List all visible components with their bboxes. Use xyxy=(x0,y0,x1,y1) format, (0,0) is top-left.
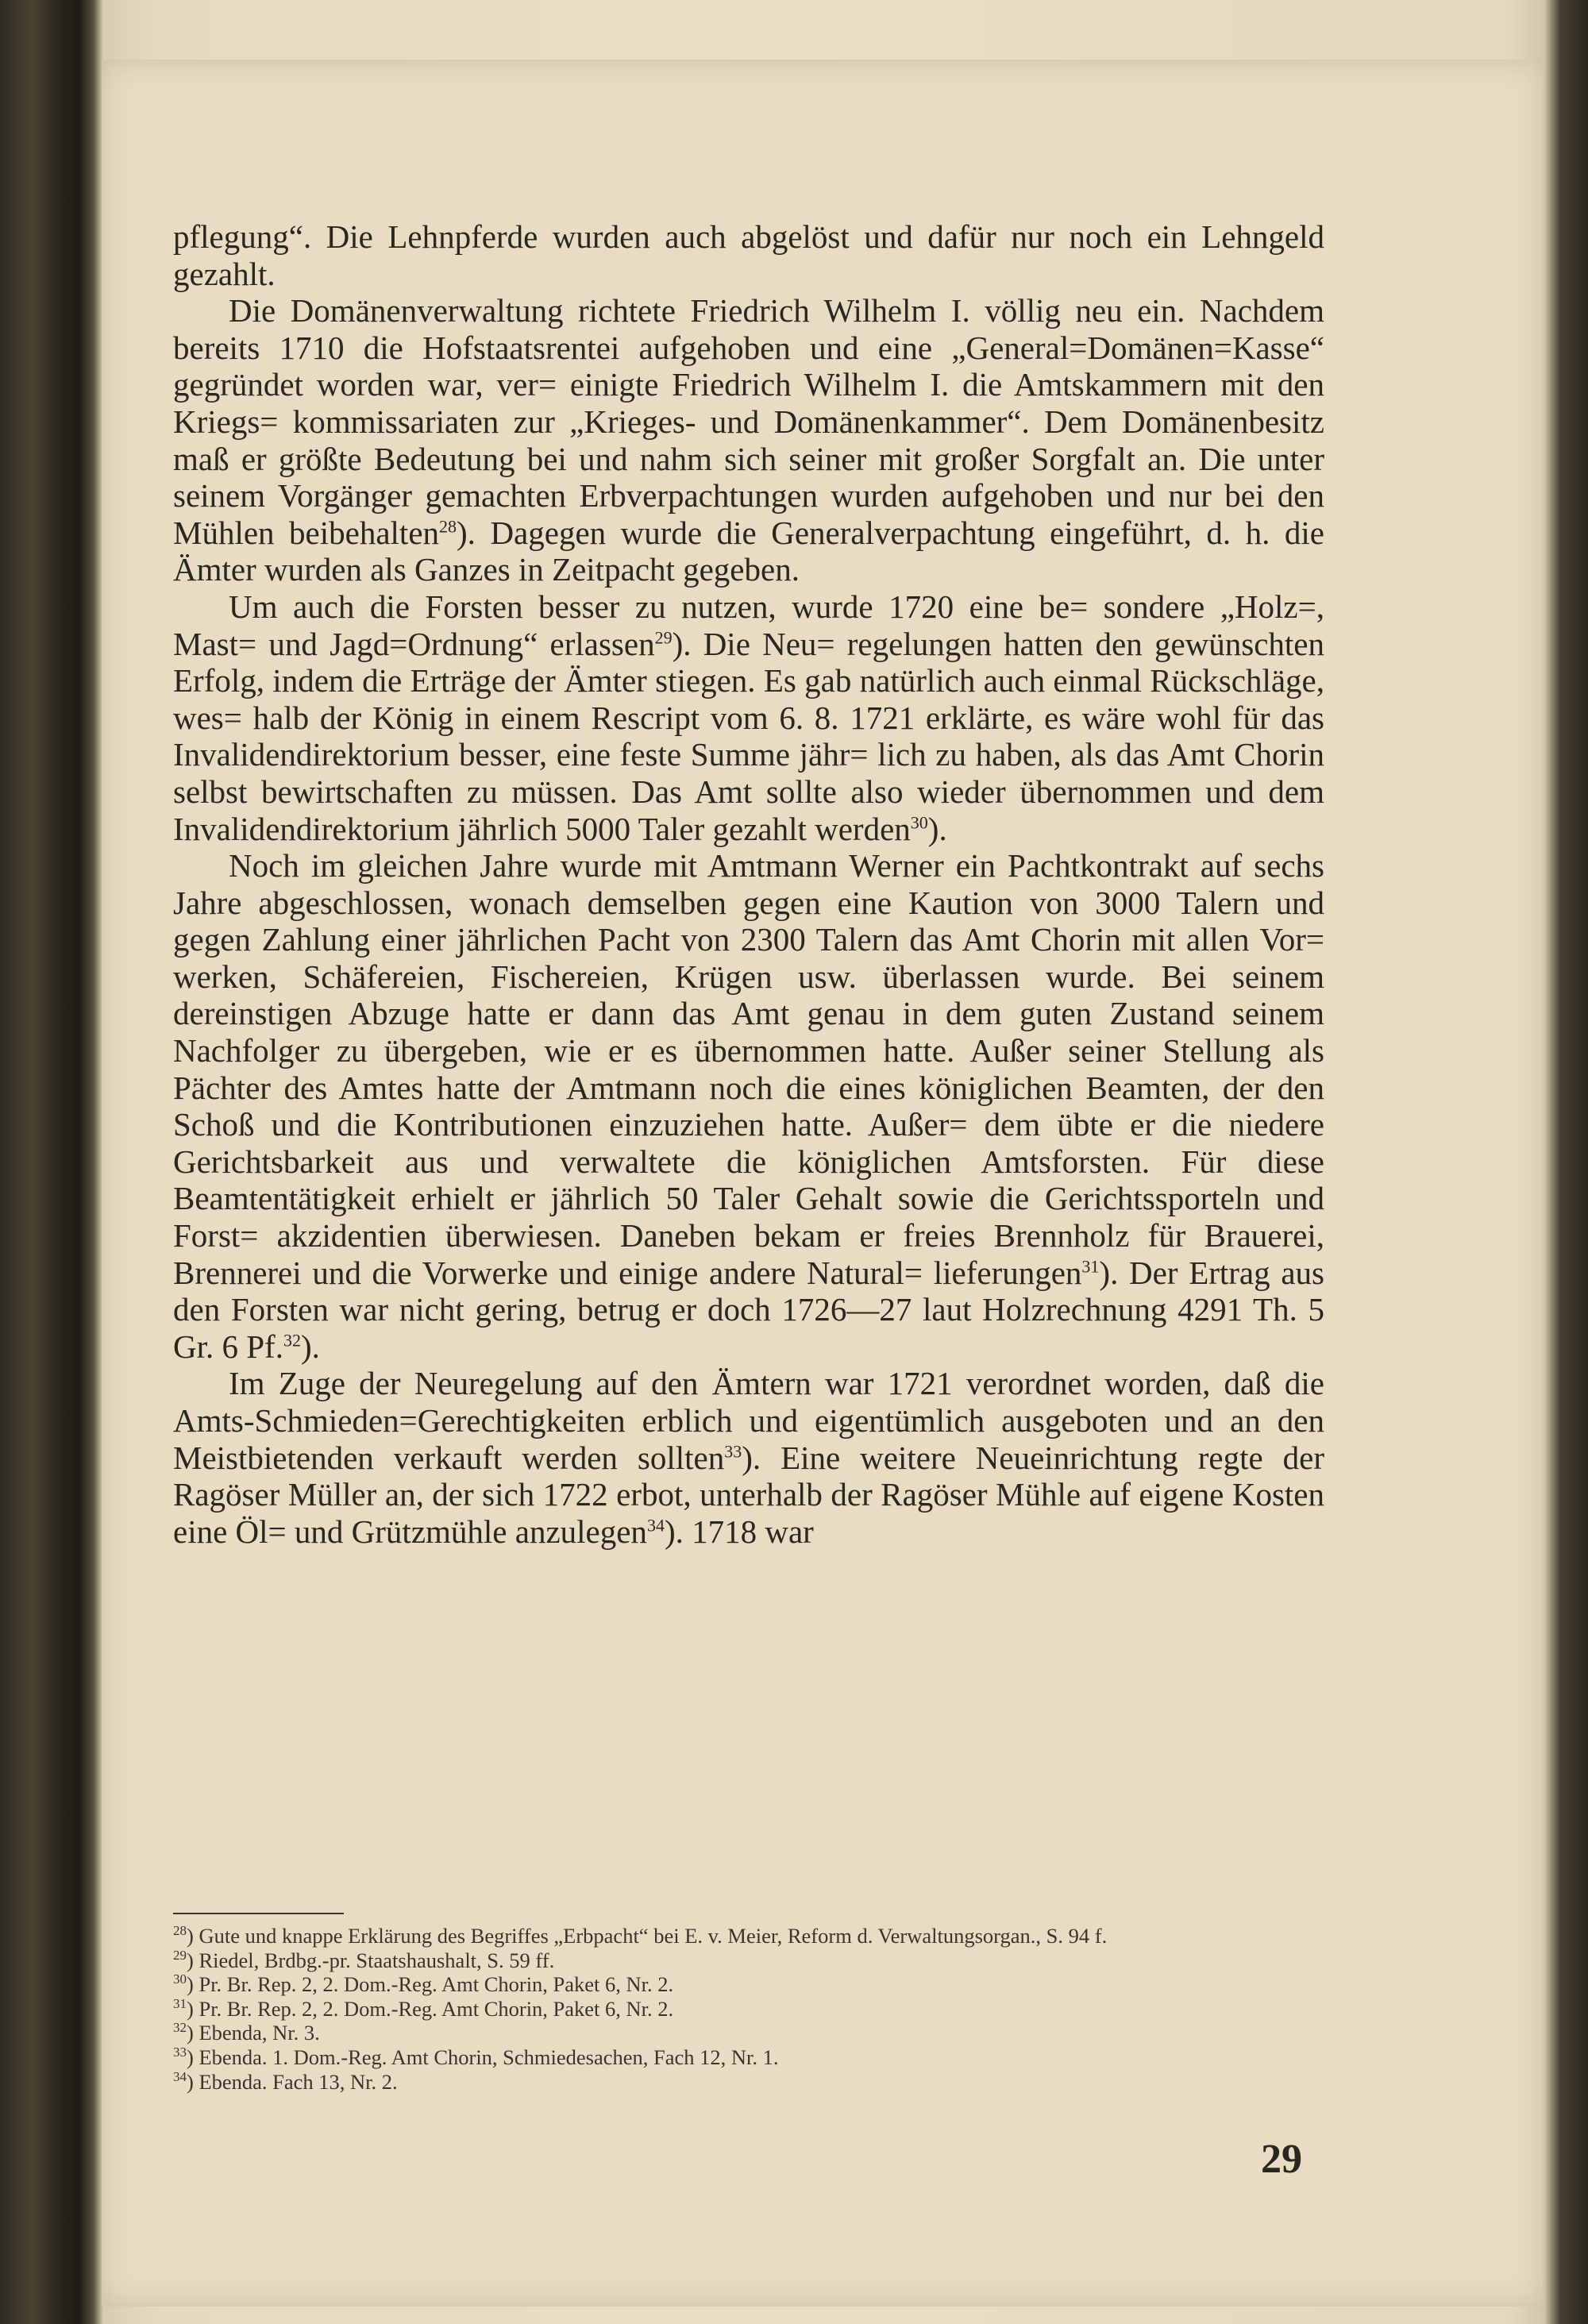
footnote-number: 31 xyxy=(173,1995,187,2011)
footnote xyxy=(173,1948,1332,1973)
paragraph-text: ). Dagegen wurde die Generalverpachtung eingeführt, d. h. die Ämter wurden als Ganzes in Zeitpacht gegeben. xyxy=(173,514,1324,588)
footnote-ref: 34 xyxy=(646,1515,665,1536)
footnote-divider xyxy=(173,1913,344,1914)
footnote xyxy=(173,2045,1332,2070)
paragraph-text: ). Die Neu= regelungen hatten den gewünschten Erfolg, indem die Erträge der Ämter stiegen. Es gab natürlich auch einmal Rückschläge, wes= halb der König in einem Rescript vom 6. 8. 1721 erklärte, es wäre wohl für das Invalidendirektorium besser, eine feste Summe jähr= lich zu haben, als das Amt Chorin selbst bewirtschaften zu müssen. Das Amt sollte also wieder übernommen und dem Invalidendirektorium jährlich 5000 Taler gezahlt werden xyxy=(173,625,1324,847)
footnote-number: 30 xyxy=(173,1971,187,1987)
footnote-ref: 33 xyxy=(724,1440,742,1461)
footnote-text: ) Ebenda. 1. Dom.-Reg. Amt Chorin, Schmiedesachen, Fach 12, Nr. 1. xyxy=(187,2045,779,2069)
footnote-ref: 31 xyxy=(1081,1255,1100,1276)
footnote-number: 34 xyxy=(173,2068,187,2084)
footnote-ref: 28 xyxy=(439,516,457,537)
page-paper xyxy=(102,60,1543,2307)
paragraph xyxy=(173,218,1324,292)
footnote-text: ) Riedel, Brdbg.-pr. Staatshaushalt, S. 59 ff. xyxy=(187,1948,555,1972)
footnote xyxy=(173,1924,1332,1948)
footnotes xyxy=(173,1924,1332,2094)
paragraph-text: ). xyxy=(300,1328,320,1365)
paragraph-text: Um auch die Forsten besser zu nutzen, wurde 1720 eine be= sondere „Holz=, Mast= und Jagd=Ordnung“ erlassen xyxy=(173,588,1324,662)
footnote-text: ) Gute und knappe Erklärung des Begriffes „Erbpacht“ bei E. v. Meier, Reform d. Verwaltungsorgan., S. 94 f. xyxy=(187,1924,1108,1948)
paragraph-text: Die Domänenverwaltung richtete Friedrich Wilhelm I. völlig neu ein. Nachdem bereits 1710 die Hofstaatsrentei aufgehoben und eine „General=Domänen=Kasse“ gegründet worden war, ver= einigte Friedrich Wilhelm I. die Amtskammern mit den Kriegs= kommissariaten zur „Krieges- und Domänenkammer“. Dem Domänenbesitz maß er größte Bedeutung bei und nahm sich seiner mit großer Sorgfalt an. Die unter seinem Vorgänger gemachten Erbverpachtungen wurden aufgehoben und nur bei den Mühlen beibehalten xyxy=(173,292,1324,551)
body-text xyxy=(173,218,1324,1550)
page-number: 29 xyxy=(1261,2137,1302,2182)
footnote xyxy=(173,1997,1332,2021)
paragraph-text: Im Zuge der Neuregelung auf den Ämtern war 1721 verordnet worden, daß die Amts-Schmieden=Gerechtigkeiten erblich und eigentümlich ausgeboten und an den Meistbietenden verkauft werden sollten xyxy=(173,1365,1324,1476)
paragraph-text: ). Eine weitere Neueinrichtung regte der Ragöser Müller an, der sich 1722 erbot, unterhalb der Ragöser Mühle auf eigene Kosten eine Öl= und Grützmühle anzulegen xyxy=(173,1439,1324,1550)
footnote-number: 33 xyxy=(173,2045,187,2060)
footnote xyxy=(173,2070,1332,2095)
paragraph xyxy=(173,588,1324,847)
footnote-number: 28 xyxy=(173,1923,187,1939)
paragraph xyxy=(173,847,1324,1365)
paragraph-text: ). xyxy=(927,810,947,847)
footnote-number: 32 xyxy=(173,2020,187,2036)
paragraph-text: ). 1718 war xyxy=(664,1513,814,1550)
footnote-text: ) Pr. Br. Rep. 2, 2. Dom.-Reg. Amt Chorin, Paket 6, Nr. 2. xyxy=(187,1996,674,2021)
paragraph-text: ). Der Ertrag aus den Forsten war nicht gering, betrug er doch 1726—27 laut Holzrechnung 4291 Th. 5 Gr. 6 Pf. xyxy=(173,1254,1324,1365)
paragraph xyxy=(173,292,1324,588)
footnote xyxy=(173,1972,1332,1997)
footnote-ref: 30 xyxy=(910,811,928,832)
paragraph-text: pflegung“. Die Lehnpferde wurden auch abgelöst und dafür nur noch ein Lehngeld gezahlt. xyxy=(173,218,1324,292)
footnote xyxy=(173,2021,1332,2045)
footnote-text: ) Ebenda, Nr. 3. xyxy=(187,2021,320,2045)
footnote-number: 29 xyxy=(173,1947,187,1963)
footnote-text: ) Ebenda. Fach 13, Nr. 2. xyxy=(187,2069,398,2094)
footnote-ref: 32 xyxy=(283,1330,301,1351)
footnote-text: ) Pr. Br. Rep. 2, 2. Dom.-Reg. Amt Chorin, Paket 6, Nr. 2. xyxy=(187,1972,674,1997)
paragraph xyxy=(173,1365,1324,1550)
footnote-ref: 29 xyxy=(654,626,673,647)
paragraph-text: Noch im gleichen Jahre wurde mit Amtmann Werner ein Pachtkontrakt auf sechs Jahre abgeschlossen, wonach demselben gegen eine Kaution von 3000 Talern und gegen Zahlung einer jährlichen Pacht von 2300 Talern das Amt Chorin mit allen Vor= werken, Schäfereien, Fischereien, Krügen usw. überlassen wurde. Bei seinem dereinstigen Abzuge hatte er dann das Amt genau in dem guten Zustand seinem Nachfolger zu übergeben, wie er es übernommen hatte. Außer seiner Stellung als Pächter des Amtes hatte der Amtmann noch die eines königlichen Beamten, der den Schoß und die Kontributionen einzuziehen hatte. Außer= dem übte er die niedere Gerichtsbarkeit aus und verwaltete die königlichen Amtsforsten. Für diese Beamtentätigkeit erhielt er jährlich 50 Taler Gehalt sowie die Gerichtssporteln und Forst= akzidentien überwiesen. Daneben bekam er freies Brennholz für Brauerei, Brennerei und die Vorwerke und einige andere Natural= lieferungen xyxy=(173,847,1324,1291)
